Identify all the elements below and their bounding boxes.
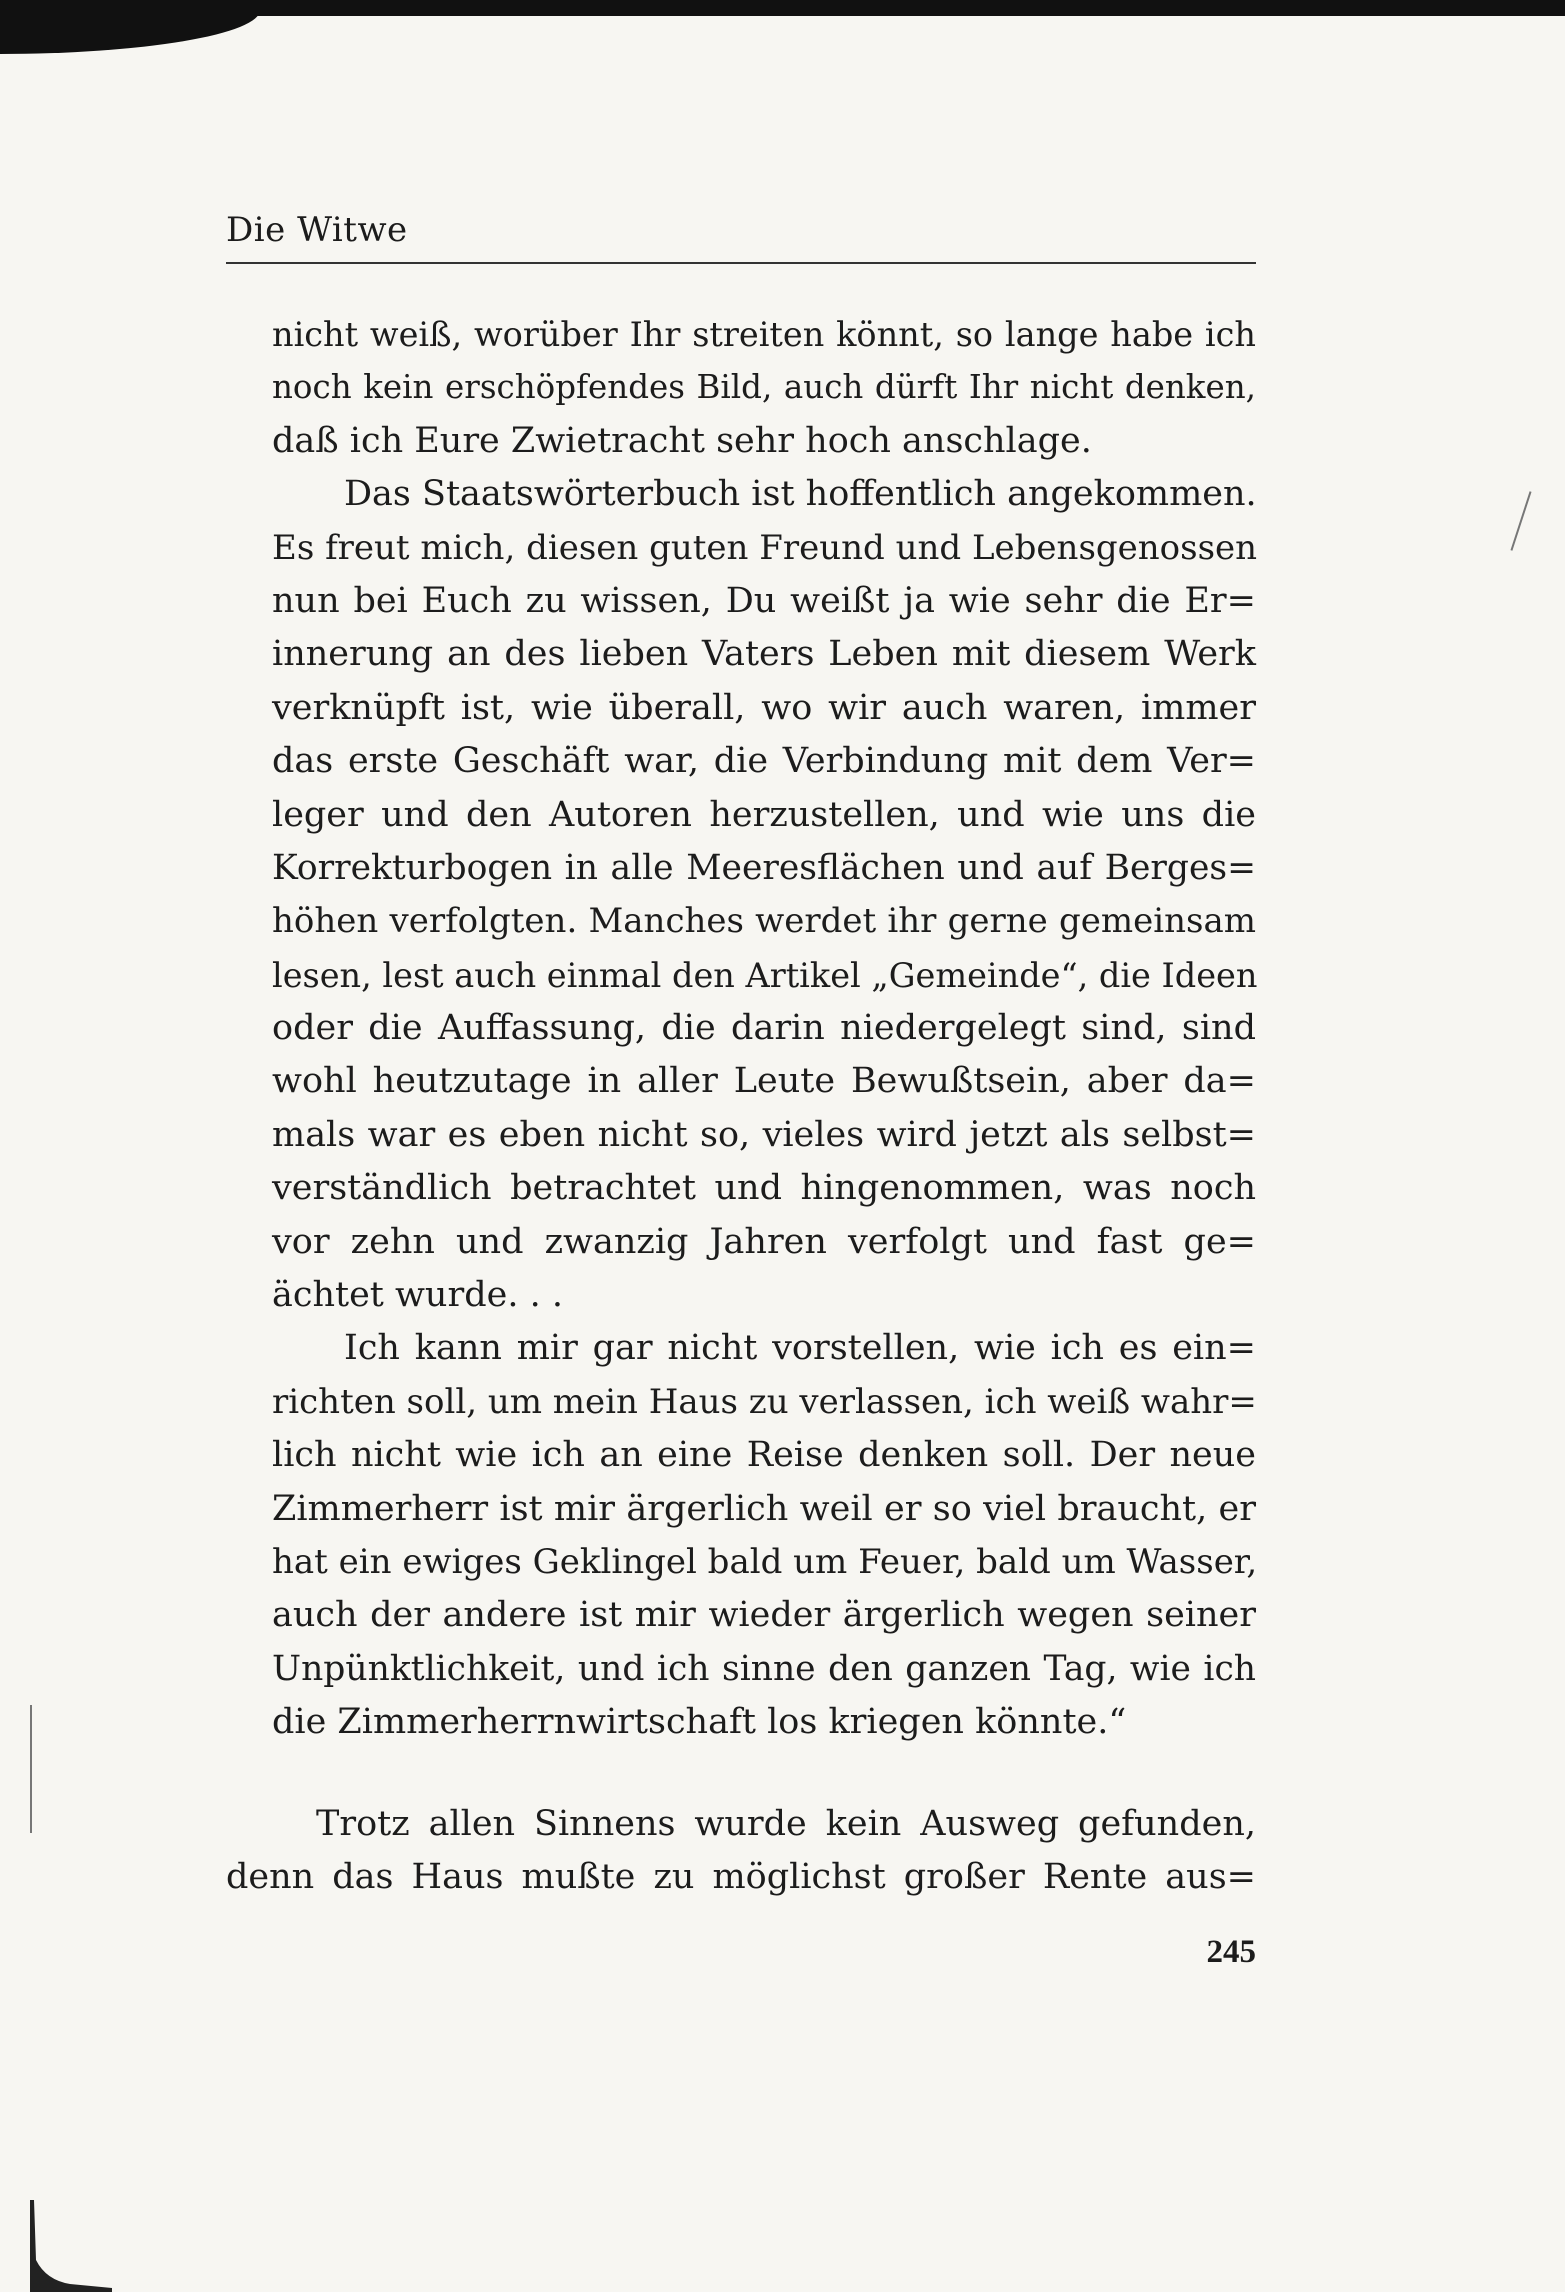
text-line: mals war es eben nicht so, vieles wird jetzt als selbst= [272, 1114, 1256, 1155]
text-line: das erste Geschäft war, die Verbindung mit dem Ver= [272, 741, 1256, 782]
page-number: 245 [1206, 1934, 1256, 1970]
text-line: Es freut mich, diesen guten Freund und Lebensgenossen [272, 527, 1258, 568]
quoted-letter-text [272, 308, 1256, 1750]
text-line: denn das Haus mußte zu möglichst großer Rente aus= [226, 1857, 1256, 1898]
text-line: ächtet wurde. . . [272, 1275, 563, 1316]
text-line: oder die Auffassung, die darin niedergelegt sind, sind [272, 1008, 1256, 1049]
text-line: richten soll, um mein Haus zu verlassen, ich weiß wahr= [272, 1381, 1257, 1422]
text-line: verständlich betrachtet und hingenommen, was noch [272, 1168, 1256, 1209]
text-line: vor zehn und zwanzig Jahren verfolgt und fast ge= [272, 1221, 1256, 1262]
text-line: noch kein erschöpfendes Bild, auch dürft Ihr nicht denken, [272, 368, 1256, 407]
text-line: Zimmerherr ist mir ärgerlich weil er so viel braucht, er [272, 1488, 1256, 1529]
margin-pencil-mark [1510, 491, 1531, 551]
text-line: die Zimmerherrnwirtschaft los kriegen könnte.“ [272, 1702, 1127, 1743]
text-line: wohl heutzutage in aller Leute Bewußtsein, aber da= [272, 1061, 1256, 1102]
text-line: höhen verfolgten. Manches werdet ihr gerne gemeinsam [272, 901, 1256, 942]
text-line: lesen, lest auch einmal den Artikel „Gemeinde“, die Ideen [272, 955, 1258, 995]
scan-corner-artifact [26, 2200, 116, 2292]
header-rule [226, 262, 1256, 264]
text-line: nicht weiß, worüber Ihr streiten könnt, so lange habe ich [272, 315, 1256, 354]
text-line: Trotz allen Sinnens wurde kein Ausweg gefunden, [316, 1804, 1256, 1844]
text-line: lich nicht wie ich an eine Reise denken soll. Der neue [272, 1435, 1256, 1476]
narrative-text [226, 1798, 1256, 1905]
text-line: Unpünktlichkeit, und ich sinne den ganzen Tag, wie ich [272, 1648, 1256, 1689]
text-line: hat ein ewiges Geklingel bald um Feuer, bald um Wasser, [272, 1541, 1258, 1582]
text-line: Ich kann mir gar nicht vorstellen, wie ich es ein= [344, 1328, 1256, 1369]
text-line: innerung an des lieben Vaters Leben mit diesem Werk [272, 634, 1256, 675]
margin-line-mark [30, 1705, 32, 1833]
text-line: daß ich Eure Zwietracht sehr hoch anschlage. [272, 420, 1092, 461]
text-line: Das Staatswörterbuch ist hoffentlich angekommen. [344, 474, 1257, 515]
text-line: nun bei Euch zu wissen, Du weißt ja wie sehr die Er= [272, 580, 1256, 621]
running-head: Die Witwe [226, 210, 408, 250]
text-line: auch der andere ist mir wieder ärgerlich wegen seiner [272, 1595, 1256, 1636]
scan-page-curl [0, 10, 260, 54]
text-line: Korrekturbogen in alle Meeresflächen und auf Berges= [272, 847, 1256, 888]
text-line: verknüpft ist, wie überall, wo wir auch waren, immer [272, 687, 1256, 728]
text-line: leger und den Autoren herzustellen, und wie uns die [272, 794, 1256, 835]
